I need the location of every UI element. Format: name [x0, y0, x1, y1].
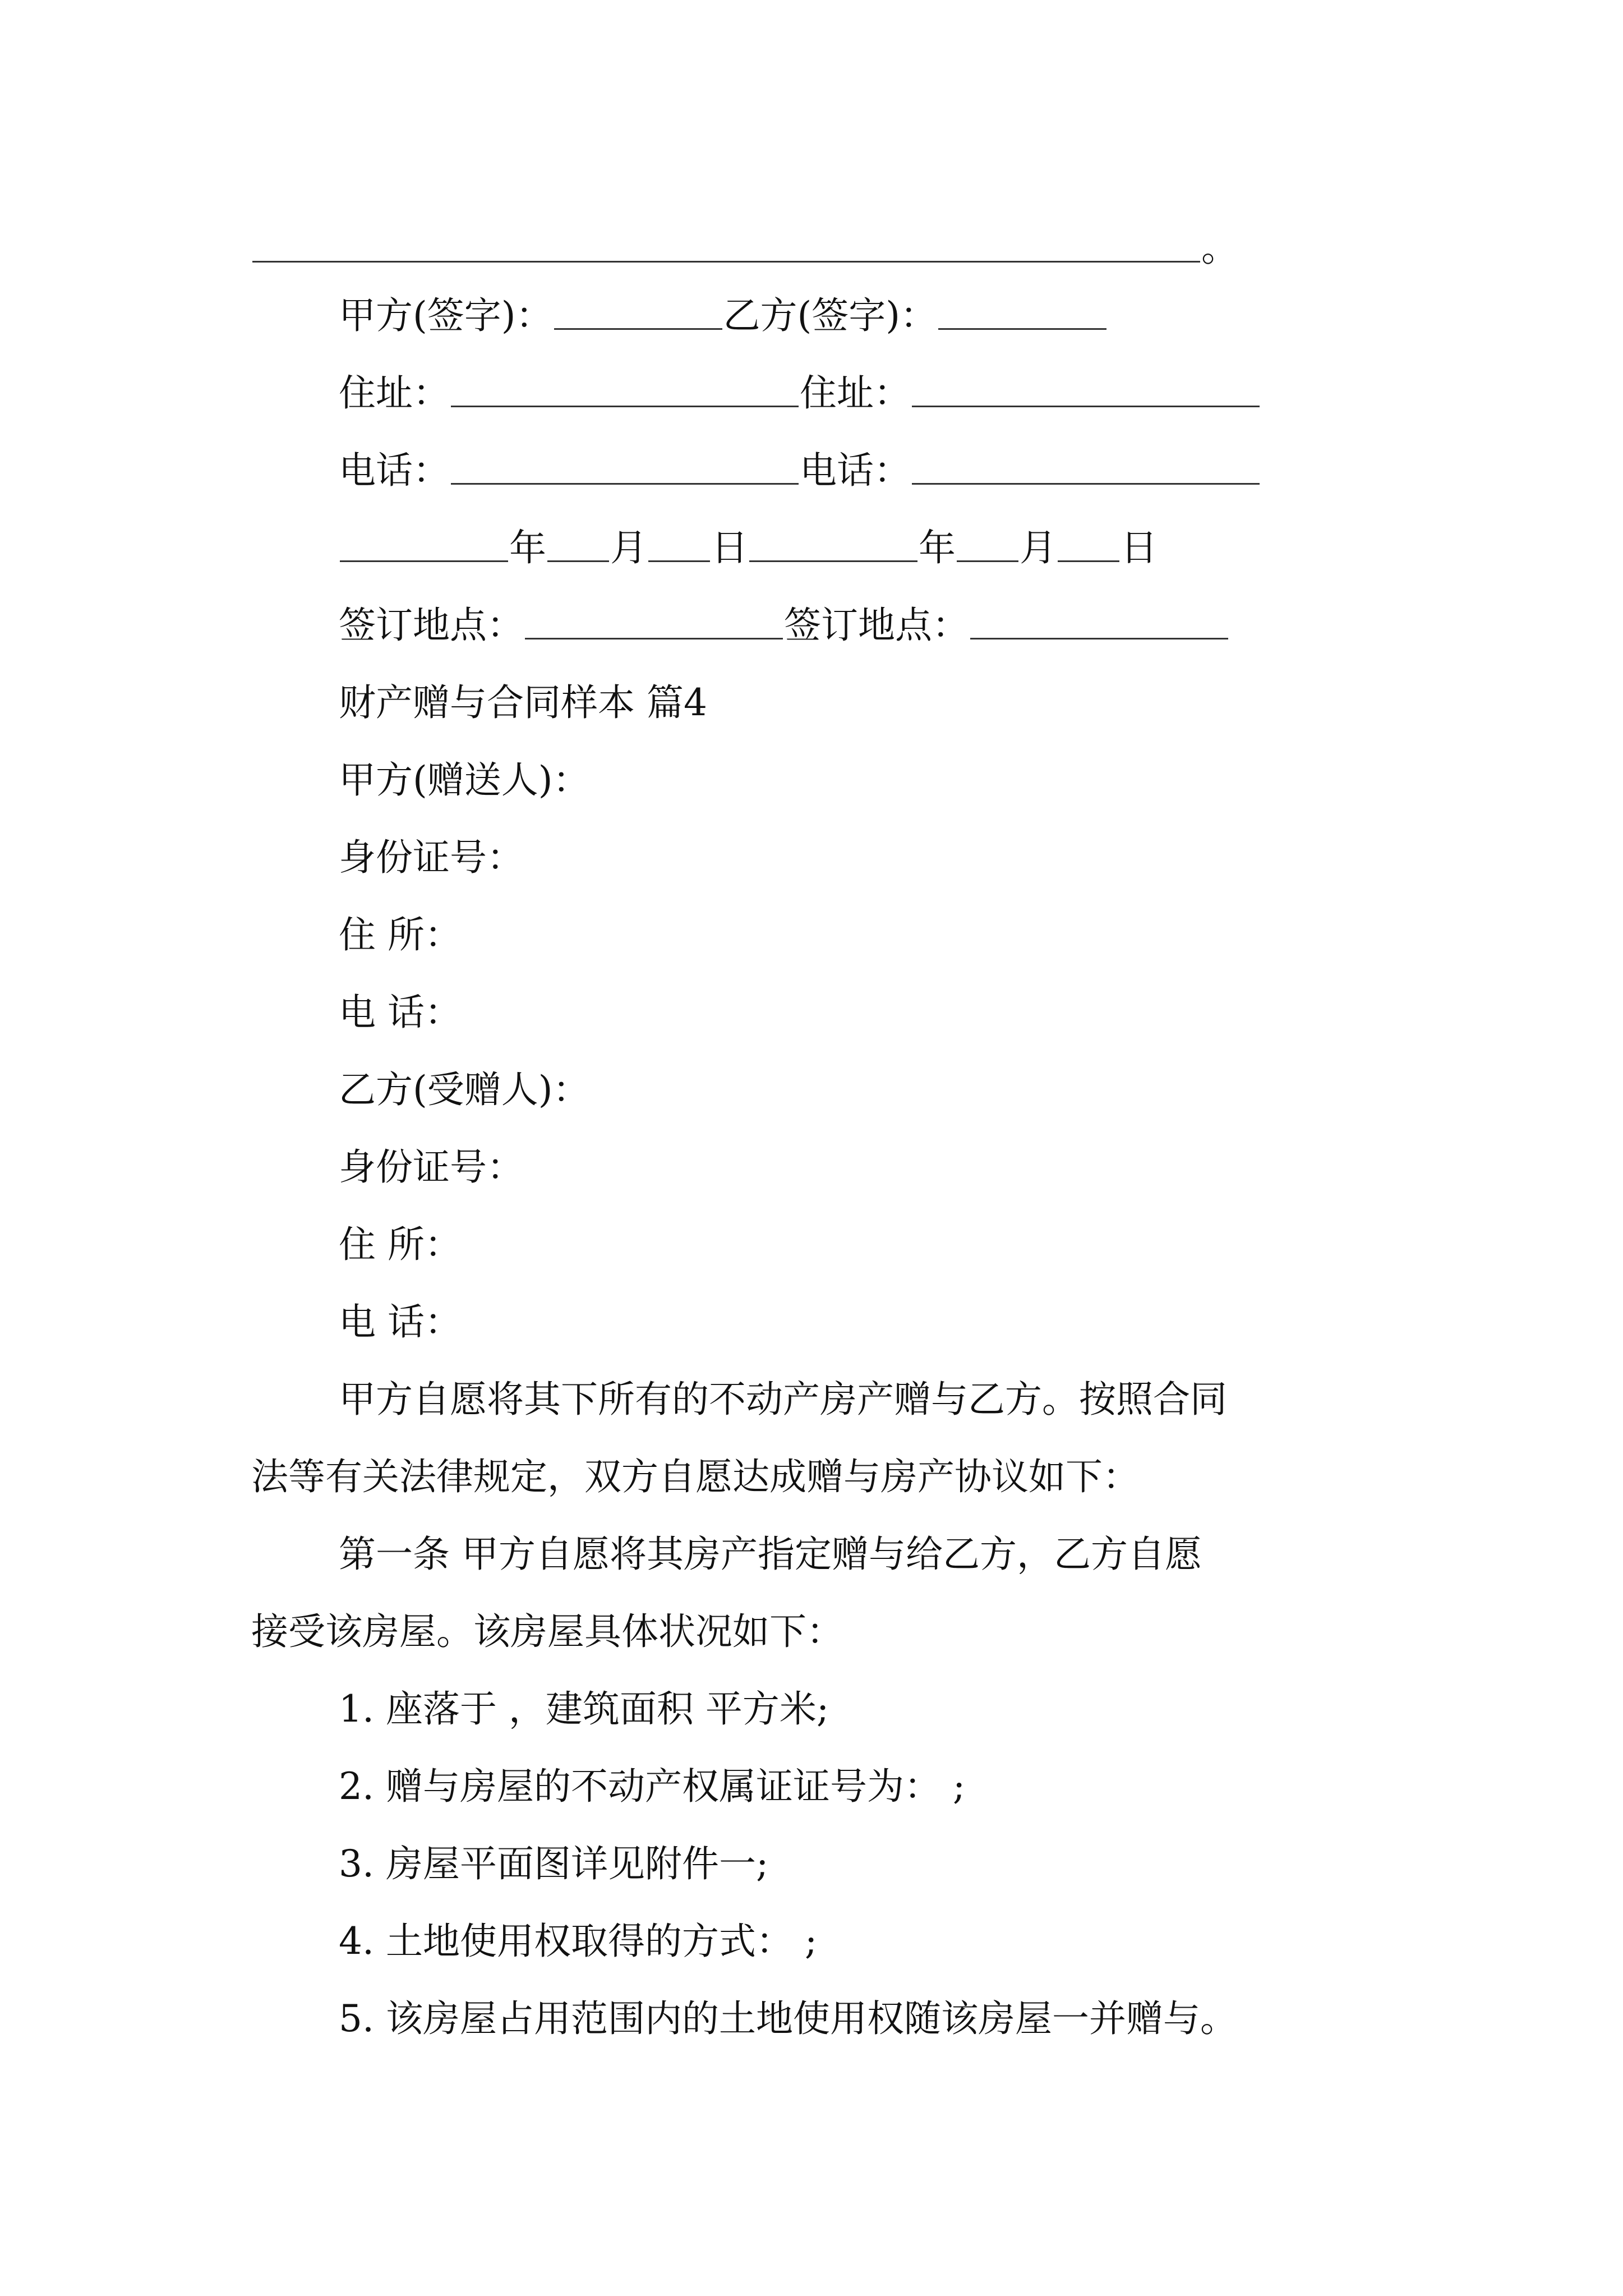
place-row: [339, 604, 1229, 647]
day-label: 日: [1121, 526, 1158, 569]
list-item: 5. 该房屋占用范围内的土地使用权随该房屋一并赠与。: [339, 1997, 1237, 2040]
donee-residence-label: 住 所：: [339, 1223, 462, 1266]
donor-residence-label: 住 所：: [339, 913, 462, 956]
party-b-sign-label: 乙方(签字)：: [723, 294, 937, 337]
donor-label: 甲方(赠送人)：: [339, 758, 590, 802]
party-a-sign-label: 甲方(签字)：: [339, 294, 553, 337]
paragraph-2-line-1: 第一条 甲方自愿将其房产指定赠与给乙方，乙方自愿: [339, 1533, 1202, 1576]
list-item: 4. 土地使用权取得的方式： ;: [339, 1920, 818, 1963]
party-a-address-label: 住址：: [339, 371, 450, 415]
party-b-address-label: 住址：: [800, 371, 911, 415]
month-label: 月: [1020, 526, 1057, 569]
party-a-phone-blank: [451, 482, 799, 485]
party-a-sign-blank: [554, 328, 722, 330]
party-b-place-blank: [970, 637, 1228, 639]
party-a-address-blank: [451, 405, 799, 407]
party-a-place-label: 签订地点：: [339, 604, 524, 647]
day-label: 日: [711, 526, 748, 569]
donee-id-label: 身份证号：: [339, 1145, 524, 1189]
year-label: 年: [919, 526, 956, 569]
party-b-address-blank: [912, 405, 1260, 407]
top-line-end: 。: [1201, 227, 1238, 270]
top-blank-line: [251, 227, 1238, 270]
paragraph-2-line-2: 接受该房屋。该房屋具体状况如下：: [251, 1610, 843, 1653]
day-blank: [648, 560, 710, 562]
month-blank: [547, 560, 609, 562]
party-b-phone-label: 电话：: [800, 449, 911, 492]
date-row: [339, 526, 1158, 569]
party-b-sign-blank: [938, 328, 1106, 330]
year-label: 年: [509, 526, 546, 569]
month-label: 月: [610, 526, 647, 569]
party-b-place-label: 签订地点：: [784, 604, 969, 647]
donor-phone-label: 电 话：: [339, 991, 462, 1034]
list-item: 2. 赠与房屋的不动产权属证证号为： ;: [339, 1765, 966, 1808]
day-blank: [1058, 560, 1119, 562]
blank-underline: [252, 260, 1200, 263]
donor-id-label: 身份证号：: [339, 836, 524, 879]
party-a-place-blank: [525, 637, 783, 639]
phone-row: [339, 449, 1261, 492]
address-row: [339, 371, 1261, 415]
year-blank: [749, 560, 917, 562]
year-blank: [340, 560, 508, 562]
donee-phone-label: 电 话：: [339, 1300, 462, 1343]
paragraph-1-line-2: 法等有关法律规定，双方自愿达成赠与房产协议如下：: [251, 1455, 1140, 1498]
paragraph-1-line-1: 甲方自愿将其下所有的不动产房产赠与乙方。按照合同: [339, 1378, 1227, 1421]
donee-label: 乙方(受赠人)：: [339, 1068, 590, 1111]
list-item: 3. 房屋平面图详见附件一;: [339, 1842, 769, 1885]
party-a-phone-label: 电话：: [339, 449, 450, 492]
list-item: 1. 座落于 ，建筑面积 平方米;: [339, 1687, 829, 1731]
signature-row: [339, 294, 1108, 337]
section-title: 财产赠与合同样本 篇4: [339, 681, 707, 724]
party-b-phone-blank: [912, 482, 1260, 485]
month-blank: [957, 560, 1018, 562]
